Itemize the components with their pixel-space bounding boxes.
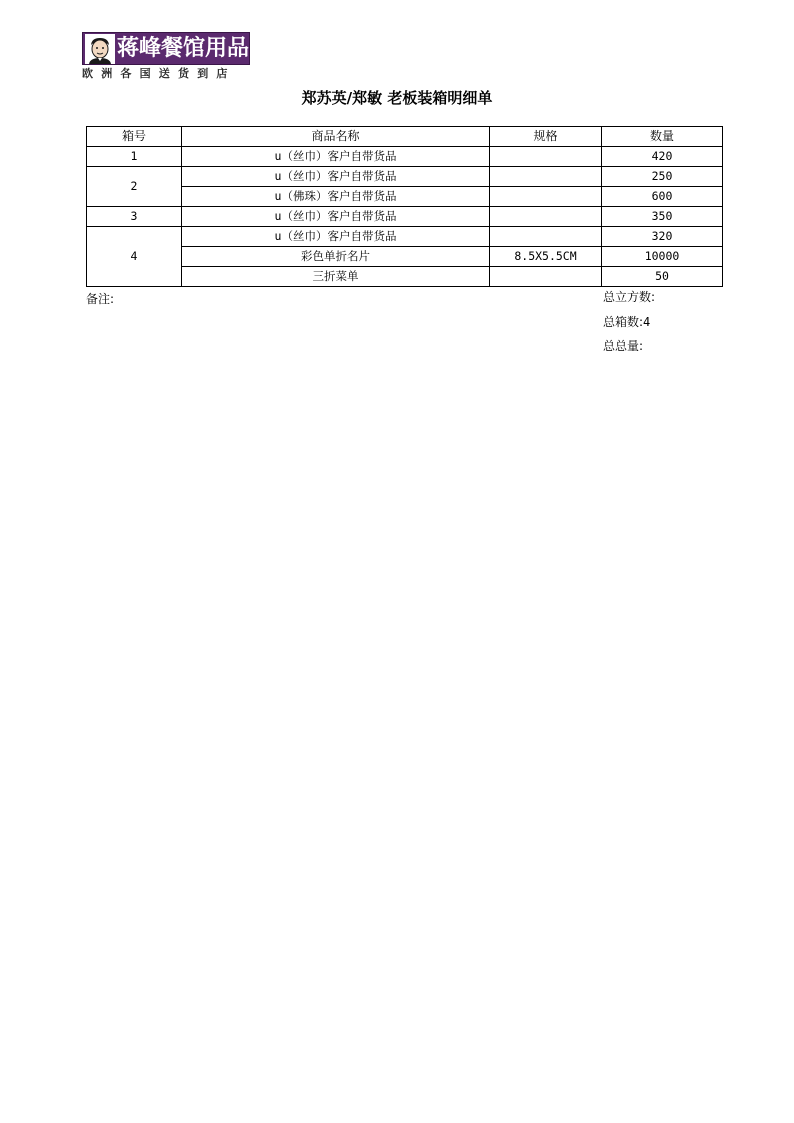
logo-banner bbox=[82, 32, 250, 65]
table-row bbox=[87, 227, 723, 247]
spec-cell bbox=[490, 227, 602, 247]
spec-cell bbox=[490, 207, 602, 227]
product-name-cell: u（丝巾）客户自带货品 bbox=[182, 207, 490, 227]
table-row bbox=[87, 147, 723, 167]
table-row bbox=[87, 167, 723, 187]
logo-name: 蒋峰餐馆用品 bbox=[117, 36, 250, 61]
product-name-cell: u（佛珠）客户自带货品 bbox=[182, 187, 490, 207]
total-weight bbox=[603, 338, 643, 354]
logo-subtitle: 欧洲各国送货到店 bbox=[82, 67, 236, 80]
product-name-cell: u（丝巾）客户自带货品 bbox=[182, 167, 490, 187]
product-name-cell: 三折菜单 bbox=[182, 267, 490, 287]
total-volume-label: 总立方数: bbox=[603, 290, 656, 304]
quantity-cell: 320 bbox=[602, 227, 723, 247]
product-name-cell: u（丝巾）客户自带货品 bbox=[182, 227, 490, 247]
total-volume bbox=[603, 289, 655, 305]
document-title: 郑苏英/郑敏 老板装箱明细单 bbox=[301, 89, 493, 107]
spec-cell bbox=[490, 267, 602, 287]
spec-cell bbox=[490, 187, 602, 207]
table-row bbox=[87, 187, 723, 207]
quantity-cell: 250 bbox=[602, 167, 723, 187]
table-header-row bbox=[87, 127, 723, 147]
spec-cell bbox=[490, 167, 602, 187]
remark-label: 备注: bbox=[86, 292, 115, 306]
quantity-cell: 10000 bbox=[602, 247, 723, 267]
packing-list-table bbox=[86, 126, 723, 287]
quantity-cell: 350 bbox=[602, 207, 723, 227]
total-weight-label: 总总量: bbox=[603, 339, 644, 353]
quantity-cell: 600 bbox=[602, 187, 723, 207]
quantity-cell: 420 bbox=[602, 147, 723, 167]
box-number-cell: 2 bbox=[87, 167, 182, 207]
total-boxes bbox=[603, 314, 650, 330]
product-name-cell: u（丝巾）客户自带货品 bbox=[182, 147, 490, 167]
header-box-number: 箱号 bbox=[87, 127, 182, 147]
company-logo bbox=[82, 32, 252, 82]
box-number-cell: 4 bbox=[87, 227, 182, 287]
spec-cell bbox=[490, 147, 602, 167]
table-row bbox=[87, 267, 723, 287]
box-number-cell: 1 bbox=[87, 147, 182, 167]
chef-portrait-icon bbox=[85, 34, 115, 64]
total-boxes-value: 4 bbox=[643, 315, 651, 329]
table-row bbox=[87, 207, 723, 227]
product-name-cell: 彩色单折名片 bbox=[182, 247, 490, 267]
header-quantity: 数量 bbox=[602, 127, 723, 147]
header-spec: 规格 bbox=[490, 127, 602, 147]
spec-cell: 8.5X5.5CM bbox=[490, 247, 602, 267]
quantity-cell: 50 bbox=[602, 267, 723, 287]
header-product-name: 商品名称 bbox=[182, 127, 490, 147]
table-row bbox=[87, 247, 723, 267]
box-number-cell: 3 bbox=[87, 207, 182, 227]
total-boxes-label: 总箱数: bbox=[603, 315, 644, 329]
